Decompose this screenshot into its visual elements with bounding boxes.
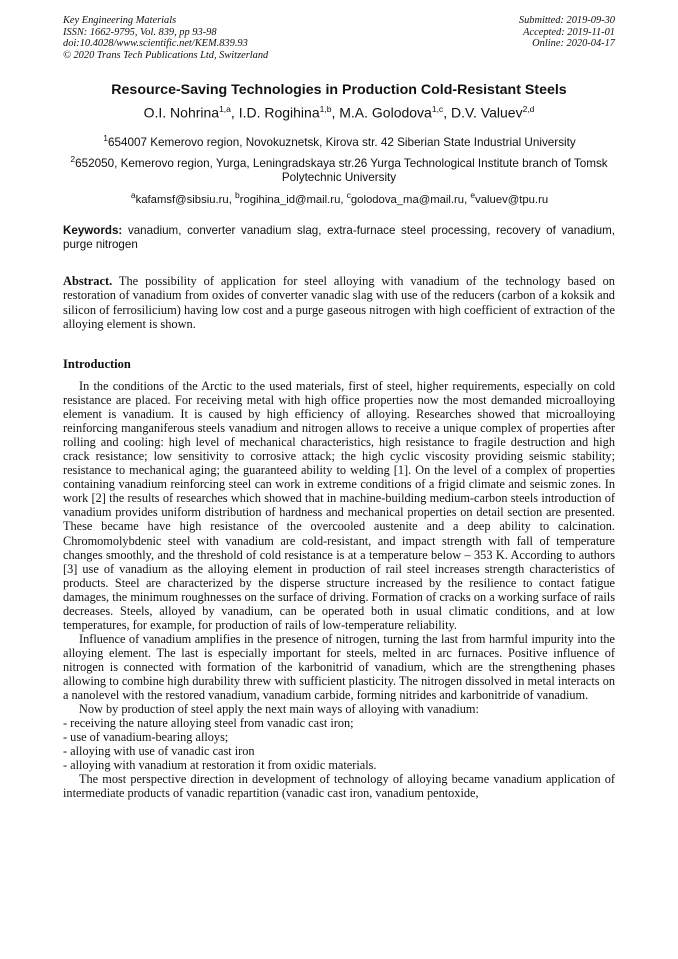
list-item: - use of vanadium-bearing alloys; xyxy=(63,730,229,745)
keywords-text: vanadium, converter vanadium slag, extra-furnace steel processing, recovery of vanadium, purge nitrogen xyxy=(63,224,615,252)
author-name: O.I. Nohrina xyxy=(143,104,220,121)
abstract-label: Abstract. xyxy=(63,274,113,288)
abstract-section xyxy=(63,274,615,332)
author-affiliation-marker: 2,d xyxy=(522,104,535,114)
journal-name: Key Engineering Materials xyxy=(63,15,177,26)
abstract-text: The possibility of application for steel alloying with vanadium of the technology based on restoration of vanadium from oxides of converter vanadic slag with use of the reducers (carbon of a koksik and silicon of ferrosilicium) having low cost and a purge gaseous nitrogen with high coefficient of extraction of the alloying element is shown. xyxy=(63,274,615,332)
affiliation-text: 652050, Kemerovo region, Yurga, Leningradskaya str.26 Yurga Technological Institute branch of Tomsk Polytechnic University xyxy=(75,156,608,185)
journal-copyright: © 2020 Trans Tech Publications Ltd, Switzerland xyxy=(63,49,269,61)
author-affiliation-marker: 1,a xyxy=(219,104,231,114)
keywords-label: Keywords: xyxy=(63,224,123,237)
author-affiliation-marker: 1,b xyxy=(319,104,332,114)
alloying-ways-list xyxy=(63,716,615,772)
affiliation-marker: 1 xyxy=(103,133,108,143)
journal-issn: ISSN: 1662-9795, Vol. 839, pp 93-98 xyxy=(63,26,217,38)
affiliation-marker: 2 xyxy=(70,154,76,164)
author-affiliation-marker: 1,c xyxy=(431,104,444,114)
paragraph: Influence of vanadium amplifies in the presence of nitrogen, turning the last from harmful impurity into the alloying element. The last is especially important for steels, melted in arc furnaces. Positive influence of nitrogen is connected with formation of the karbonitrid of vanadium, which are the strengthening phases allowing to combine high durability threw with sufficient plasticity. The nitrogen dissolved in metal interacts on a nanolevel with the restored vanadium, vanadium carbide, forming nitrides and karbonitride of vanadium. xyxy=(63,631,615,703)
introduction-body xyxy=(63,379,615,800)
paragraph: The most perspective direction in development of technology of alloying became vanadium application of intermediate products of vanadic repartition (vanadic cast iron, vanadium pentoxide, xyxy=(63,772,615,801)
author-name: D.V. Valuev xyxy=(450,104,523,121)
affiliation-text: 654007 Kemerovo region, Novokuznetsk, Kirova str. 42 Siberian State Industrial University xyxy=(107,135,576,149)
submission-dates xyxy=(519,15,615,50)
paper-title: Resource-Saving Technologies in Production Cold-Resistant Steels xyxy=(111,82,567,98)
author-list: O.I. Nohrina$^{1,a}$, I.D. Rogihina$^{1,b}$, M.A. Golodova$^{1,c}$, D.V. Valuev$^{2,d}$ xyxy=(143,104,535,121)
email-link[interactable]: rogihina_id@mail.ru xyxy=(239,193,341,206)
list-item: - receiving the nature alloying steel from vanadic cast iron; xyxy=(63,716,354,731)
author-name: M.A. Golodova xyxy=(339,104,432,121)
email-link[interactable]: valuev@tpu.ru xyxy=(475,193,549,206)
keywords-section xyxy=(63,224,615,252)
list-item: - alloying with use of vanadic cast iron xyxy=(63,744,255,759)
paragraph: In the conditions of the Arctic to the used materials, first of steel, higher requirements, especially on cold resistance are placed. For receiving metal with high office properties now the most demanded microalloying element is vanadium. It is caused by high efficiency of alloying. Researches showed that microalloying reinforcing manganiferous steels vanadium and nitrogen allows to receive a unique complex of properties after rolling and cooling: high level of mechanical characteristics, high resistance to fragile destruction and high crack resistance; low sensitivity to corrosive attack; the high cyclic viscosity providing seismic stability; resistance to mechanical aging; the guaranteed ability to welding [1]. On the level of a complex of properties containing vanadium reinforcing steel can work in extreme conditions of a frigid climate and seismic zones. In work [2] the results of researches which showed that in machine-building medium-carbon steels introduction of vanadium provides uniform distribution of hardness and mechanical properties on detail section are presented. These became have high resistance of the overcooled austenite and a deep ability to calcination. Chromomolybdenic steel with vanadium are cold-resistant, and impact strength with fall of temperature changes smoothly, and the threshold of cold resistance is at a temperature below – 353 K. According to authors [3] use of vanadium as the alloying element in production of rail steel increases strength characteristics of products. Steel are characterized by the disperse structure increased by the resilience to contact fatigue damages, the minimum roughnesses on the surface of driving. Formation of cracks on a working surface of rails decreases. Steels, alloyed by vanadium, can be operated both in usual climatic conditions, and at low temperatures, for example, for production of rails of low-temperature reliability. xyxy=(63,379,615,632)
journal-doi: doi:10.4028/www.scientific.net/KEM.839.93 xyxy=(63,38,248,50)
accepted-date: Accepted: 2019-11-01 xyxy=(523,26,615,38)
section-heading: Introduction xyxy=(63,357,131,371)
journal-info xyxy=(63,15,268,61)
affiliation-2 xyxy=(66,152,612,186)
author-emails: $^a$kafamsf@sibsiu.ru, $^b$rogihina_id@mail.ru, $^c$golodova_ma@mail.ru, $^e$valuev@tpu.ru xyxy=(130,190,549,206)
list-item: - alloying with vanadium at restoration it from oxidic materials. xyxy=(63,758,377,773)
affiliation-1 xyxy=(63,131,616,150)
email-link[interactable]: golodova_ma@mail.ru xyxy=(350,193,465,206)
online-date: Online: 2020-04-17 xyxy=(532,38,615,50)
paragraph: Now by production of steel apply the next main ways of alloying with vanadium: xyxy=(79,702,479,717)
author-name: I.D. Rogihina xyxy=(238,104,320,121)
submitted-date: Submitted: 2019-09-30 xyxy=(518,15,615,26)
email-link[interactable]: kafamsf@sibsiu.ru xyxy=(135,193,229,206)
